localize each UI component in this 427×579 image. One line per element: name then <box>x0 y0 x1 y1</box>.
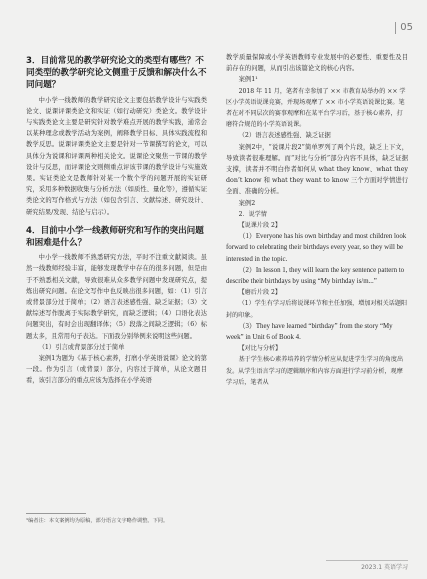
paragraph: 中小学一线教师不熟悉研究方法，平时不注重文献阅读。虽然一线教师经验丰富，能够发现教学中存在的很多问题，但是由于不熟悉相关文献，导致很难从众多教学问题中发现研究点，提炼出研究问题。在论文写作中也反映出很多问题，如：（1）引言或背景部分过于简单；（2）语言表述感性强、缺乏证据；（3）文献综述写作脱离于实际教学研究，而缺乏逻辑；（4）口语化表达问题突出，有时会出现翻译体；（5）段落之间缺乏逻辑；（6）标题太多，且常用句子表达。下面我分别举例来说明这些问题。 <box>26 254 207 340</box>
paragraph: 案例1为题为《基于核心素养，打磨小学英语说课》论文的第一段。作为引言（或背景）部分，内容过于简单，从论文题目看，该引言部分的重点应该为选择在小学英语 <box>26 355 207 385</box>
left-column <box>26 48 207 387</box>
paragraph: 中小学一线教师的教学研究论文主要包括教学设计与实践类论文、说课评课类论文和实证（如行动研究）类论文。教学设计与实践类论文主要是研究针对教学难点开展的教学实践，通常会以某种理念或教学活动为案例，阐释教学目标、具体实践流程和教学反思。说课评课类论文主要是针对一节课撰写的论文，可以具体分为说课和评课两种相关论文。说课论文聚焦一节课的教学设计与反思，而评课论文则侧重点评该节课的教学设计与实施效果。实证类论文是教师针对某一个数个学的问题开展的实证研究，采用多种数据收集与分析方法（如质性、量化等），遵循实证类论文的写作格式与方法（如包含引言、文献综述、研究设计、研究结果/发现、结论与启示）。 <box>26 96 207 216</box>
footnote-rule <box>26 513 86 514</box>
case-english: （2）In lesson 1, they will learn the key sentence pattern to describe their birthdays by using “My birthday is/m...” <box>226 266 405 286</box>
subheading: （1）引言或背景部分过于简单 <box>38 343 125 351</box>
page-number: 05 <box>395 22 413 34</box>
case-english: （3）They have learned “birthday” from the story “My week” in Unit 6 of Book 4. <box>226 322 393 342</box>
case-line: 【对比与分析】 <box>238 345 282 353</box>
footnote: ¹编者注：本文案例均为原稿，部分语言文字略作调整。下同。 <box>26 518 169 524</box>
case-line: 2．说学情 <box>238 210 267 218</box>
subheading: （2）语言表述感性强、缺乏证据 <box>238 132 331 140</box>
case-line: 基于学生核心素养培养的学情分析应从促进学生学习的角度出发。从学生语言学习的逻辑顺序和内容方面进行学习前分析，观摩学习后，笔者从 <box>226 356 404 386</box>
section-heading-3: 3．目前常见的教学研究论文的类型有哪些？不同类型的教学研究论文侧重于反馈和解决什么不同问题？ <box>26 56 207 91</box>
case-text: 2018 年 11 月，笔者有幸参加了 ×× 市教育局举办的 ×× 学区小学英语说课竞赛，并现场观摩了 ×× 市小学英语说课比赛。笔者在对不同层次的赛事观摩和在某平台学习后，基于核心素养，打磨符合规范的小学英语说课。 <box>226 87 406 129</box>
case-line: 【说课片段 2】 <box>238 222 281 230</box>
right-column <box>226 52 408 388</box>
page-footer: 2023.1 英语学习 <box>326 560 408 571</box>
paragraph: 教学质量保障或小学英语教师专业发展中的必要性、重要性及目前存在的问题，从而引出该篇论文的核心内容。 <box>226 54 408 73</box>
case-line: 【磨后片段 2】 <box>238 289 281 297</box>
paragraph: 案例2中，“说课片段2”简单罗列了两个片段，缺乏上下文，导致读者很难理解。而“对比与分析”部分内容不具体，缺乏证据支撑，读者并不明白作者如何从 what they know、what they don’t know 和 what they want to know 三个方面对学情进行全面、准确的分析。 <box>226 143 408 196</box>
case-label: 案例2 <box>238 199 256 207</box>
case-line: （1）学生有学习后将说课环节和主任加强，增加对相关话题阳封的印象。 <box>226 300 408 319</box>
section-heading-4: 4．目前中小学一线教师研究和写作的突出问题和困难是什么？ <box>26 225 204 249</box>
case-english: （1）Everyone has his own birthday and most children look forward to celebrating their birthdays every year, so they will be interested in the topic. <box>226 233 407 263</box>
case-label: 案例1¹ <box>238 76 258 84</box>
